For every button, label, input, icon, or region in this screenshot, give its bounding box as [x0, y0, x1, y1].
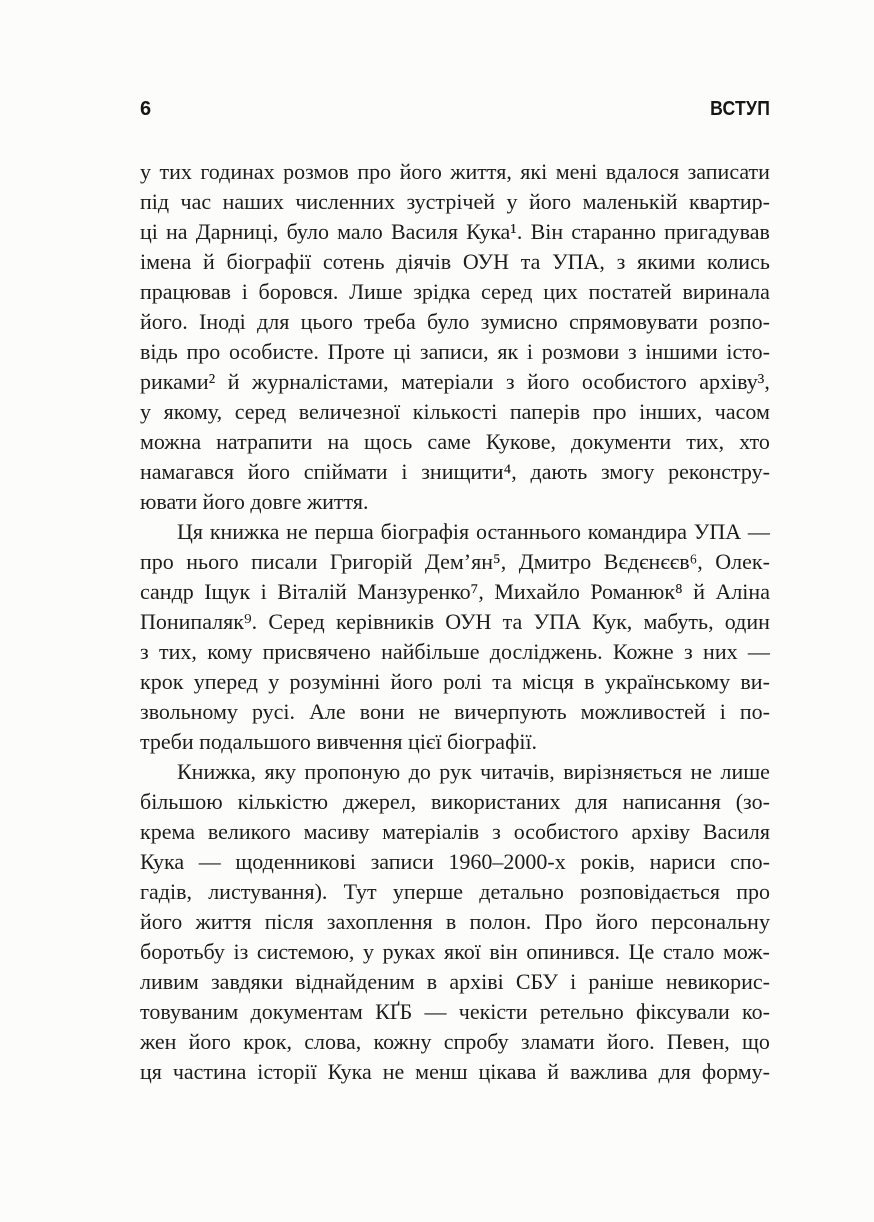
text-line: гадів, листування). Тут уперше детально розповідається про: [140, 879, 770, 904]
text-line: його. Іноді для цього треба було зумисно спрямовувати розпо-: [140, 309, 770, 334]
text-line: намагався його спіймати і знищити⁴, дають змогу реконстру-: [140, 459, 770, 484]
text-block: [140, 157, 770, 1087]
text-line: його життя після захоплення в полон. Про його персональну: [140, 909, 770, 934]
text-line: риками² й журналістами, матеріали з його особистого архіву³,: [140, 369, 770, 394]
text-line: боротьбу із системою, у руках якої він опинився. Це стало мож-: [140, 939, 770, 964]
text-line: ці на Дарниці, було мало Василя Кука¹. Він старанно пригадував: [140, 219, 770, 244]
text-line: Ця книжка не перша біографія останнього командира УПА —: [177, 519, 770, 544]
text-line: працював і боровся. Лише зрідка серед цих постатей виринала: [140, 279, 770, 304]
text-line: звольному русі. Але вони не вичерпують можливостей і по-: [140, 699, 770, 724]
text-line: про нього писали Григорій Дем’ян⁵, Дмитро Вєдєнєєв⁶, Олек-: [140, 549, 770, 574]
text-line: Понипаляк⁹. Серед керівників ОУН та УПА Кук, мабуть, один: [140, 609, 770, 634]
text-line: відь про особисте. Проте ці записи, як і розмови з іншими істо-: [140, 339, 770, 364]
text-line: крема великого масиву матеріалів з особистого архіву Василя: [140, 819, 770, 844]
text-line: товуваним документам КҐБ — чекісти ретельно фіксували ко-: [140, 999, 770, 1024]
text-line: ливим завдяки віднайденим в архіві СБУ і раніше невикорис-: [140, 969, 770, 994]
running-head-title: ВСТУП: [710, 98, 770, 120]
paragraph: [140, 157, 770, 517]
text-line: з тих, кому присвячено найбільше досліджень. Кожне з них —: [140, 639, 770, 664]
text-line: Кука — щоденникові записи 1960–2000-х років, нариси спо-: [140, 849, 770, 874]
text-line: сандр Іщук і Віталій Манзуренко⁷, Михайло Романюк⁸ й Аліна: [140, 579, 770, 604]
text-line: у якому, серед величезної кількості паперів про інших, часом: [140, 399, 770, 424]
text-line: імена й біографії сотень діячів ОУН та УПА, з якими колись: [140, 249, 770, 274]
text-line: у тих годинах розмов про його життя, які мені вдалося записати: [140, 159, 770, 184]
text-line: Книжка, яку пропоную до рук читачів, вирізняється не лише: [177, 759, 770, 784]
text-line: більшою кількістю джерел, використаних для написання (зо-: [140, 789, 770, 814]
text-line: жен його крок, слова, кожну спробу зламати його. Певен, що: [140, 1029, 770, 1054]
text-line: крок уперед у розумінні його ролі та місця в українському ви-: [140, 669, 770, 694]
paragraph: [140, 517, 770, 757]
text-line: можна натрапити на щось саме Кукове, документи тих, хто: [140, 429, 770, 454]
page-number: 6: [140, 98, 152, 120]
running-header: [140, 98, 770, 121]
text-line: ювати його довге життя.: [140, 489, 369, 514]
text-line: ця частина історії Кука не менш цікава й важлива для форму-: [140, 1059, 770, 1084]
paragraph: [140, 757, 770, 1087]
text-line: під час наших численних зустрічей у його маленькій квартир-: [140, 189, 770, 214]
text-line: треби подальшого вивчення цієї біографії.: [140, 729, 538, 754]
